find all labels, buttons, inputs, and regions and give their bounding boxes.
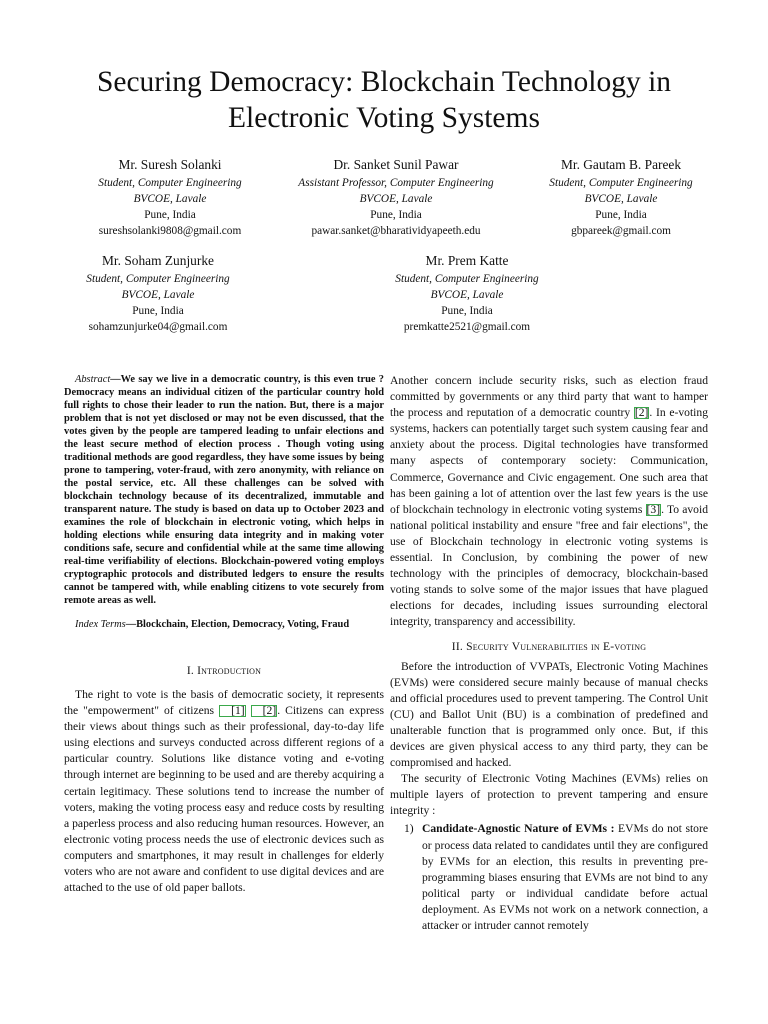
list-number: 1) [404, 822, 414, 836]
author-block [366, 251, 568, 335]
citation-link[interactable]: [2] [251, 705, 278, 717]
author-dept: Assistant Professor, Computer Engineering [298, 177, 494, 189]
author-inst: BVCOE, Lavale [584, 193, 658, 205]
abstract [64, 373, 384, 607]
author-location: Pune, India [595, 209, 647, 221]
author-block [60, 155, 280, 239]
body-text-b: . In e-voting systems, hackers can potentially target such system causing fear and anxiety about the process. Digital technologies have transformed many aspects of contemporary society: Communication, Commerce, Governance and Civic engagement. One such area that has been gaining a lot of attention over the last few years is the use of blockchain technology in electronic voting systems [390, 406, 708, 516]
author-name: Mr. Gautam B. Pareek [560, 157, 682, 172]
author-inst: BVCOE, Lavale [133, 193, 207, 205]
abstract-lead: Abstract [75, 374, 111, 385]
body-text-c: . To avoid national political instability and ensure "free and fair elections", the use of Blockchain technology in electronic voting systems is essential. In Conclusion, by combining the power of new technology with the principles of democracy, blockchain-based voting stands to solve some of the major issues that have plagued elections for decades, including issues surrounding electoral integrity, transparency and accessibility. [390, 502, 709, 629]
list-item [390, 821, 708, 934]
abstract-text: —We say we live in a democratic country, is this even true ? Democracy means an individual citizen of the particular country hold full rights to chose their leader to run the nation. But, there is a major problem that is not yet disclosed or may not be even discussed, that the votes given by the people are tampered leading to unfair elections and the least secure method of election process . Though voting using traditional methods are good regardless, they have some issues by being prone to tampering, voter-fraud, with zero anonymity, with reliance on the postal service, etc. All these challenges can be solved with blockchain technology because of its decentralized, immutable and transparent nature. The study is based on data up to October 2023 and examines the role of blockchain in electronic voting, which helps in holding elections while ensuring data integrity and in making voter conditions safe, secure and confidential while at the same time allowing real-time verifiability of elections. Blockchain-powered voting employs cryptographic protocols and distributed ledgers to ensure the results cannot be tampered with, while enabling citizens to vote securely from remote areas as well. [64, 374, 384, 606]
citation-link[interactable]: [1] [219, 705, 246, 717]
author-dept: Student, Computer Engineering [86, 273, 230, 285]
author-inst: BVCOE, Lavale [121, 289, 195, 301]
author-location: Pune, India [132, 305, 184, 317]
author-name: Mr. Prem Katte [425, 253, 509, 268]
author-name: Mr. Soham Zunjurke [102, 253, 214, 268]
author-inst: BVCOE, Lavale [359, 193, 433, 205]
author-block [526, 155, 716, 239]
body-paragraph: Before the introduction of VVPATs, Electronic Voting Machines (EVMs) were considered secure mainly because of manual checks and official procedures used to prevent tampering. The Control Unit (CU) and Ballot Unit (BU) is a combination of predefined and unalterable function that is programmed only once. But, if this devices are given physical access to any third party, they can be compromised and hacked. [390, 659, 708, 770]
section-heading: I. Introduction [186, 664, 262, 677]
author-email[interactable]: sureshsolanki9808@gmail.com [98, 225, 242, 237]
index-terms-lead: Index Terms [75, 619, 126, 630]
index-terms [64, 618, 384, 631]
author-name: Mr. Suresh Solanki [118, 157, 222, 172]
list-item-text: EVMs do not store or process data related to candidates until they are configured by EVMs for an election, this results in preventing pre-programming biases ensuring that EVMs are not bind to any political party or individual candidate before actual deployment. As EVMs not work on a network connection, a attacker or intruder cannot remotely [422, 822, 708, 932]
right-column [390, 373, 708, 934]
author-location: Pune, India [441, 305, 493, 317]
author-block [48, 251, 268, 335]
author-dept: Student, Computer Engineering [395, 273, 539, 285]
citation-link[interactable]: [3] [646, 502, 661, 516]
author-block [270, 155, 522, 239]
intro-paragraph [64, 687, 384, 896]
author-email[interactable]: pawar.sanket@bharatividyapeeth.edu [311, 225, 481, 237]
left-column [64, 373, 384, 896]
paper-title: Securing Democracy: Blockchain Technology in Electronic Voting Systems [96, 66, 672, 134]
list-item-lead: Candidate-Agnostic Nature of EVMs : [422, 822, 615, 836]
intro-text-a: The right to vote is the basis of democratic society, it represents the "empowerment" of citizens [64, 688, 384, 718]
author-dept: Student, Computer Engineering [98, 177, 242, 189]
section-heading: II. Security Vulnerabilities in E-voting [451, 639, 647, 653]
author-dept: Student, Computer Engineering [549, 177, 693, 189]
author-name: Dr. Sanket Sunil Pawar [333, 157, 459, 172]
intro-text-b: . Citizens can express their views about things such as their professional, day-to-day life using elections and surveys conducted across different regions of a particular country. Solutions like distance voting and e-voting through internet are beginning to be used and are thereby acquiring a certain legitimacy. These solutions tend to increase the number of voters, making the voting process easy and reduce costs by resulting a paperless process and also reducing human resources. However, an electronic voting process needs the use of electronic devices such as computers and smartphones, it may result in challenges for elderly voters who are not aware and confident to use digital devices and are attached to the use of old paper ballots. [64, 704, 384, 895]
index-terms-text: —Blockchain, Election, Democracy, Voting, Fraud [125, 619, 350, 630]
author-email[interactable]: premkatte2521@gmail.com [403, 321, 531, 333]
author-email[interactable]: sohamzunjurke04@gmail.com [88, 321, 228, 333]
author-email[interactable]: gbpareek@gmail.com [571, 225, 671, 237]
citation-link[interactable]: [2] [634, 406, 649, 420]
author-location: Pune, India [144, 209, 196, 221]
body-paragraph [390, 373, 708, 631]
author-inst: BVCOE, Lavale [430, 289, 504, 301]
body-text-a: Another concern include security risks, such as election fraud committed by governments or any third party that want to hamper the process and reputation of a democratic country [390, 374, 708, 420]
body-paragraph: The security of Electronic Voting Machines (EVMs) relies on multiple layers of protection to prevent tampering and ensure integrity : [390, 772, 708, 818]
author-location: Pune, India [370, 209, 422, 221]
